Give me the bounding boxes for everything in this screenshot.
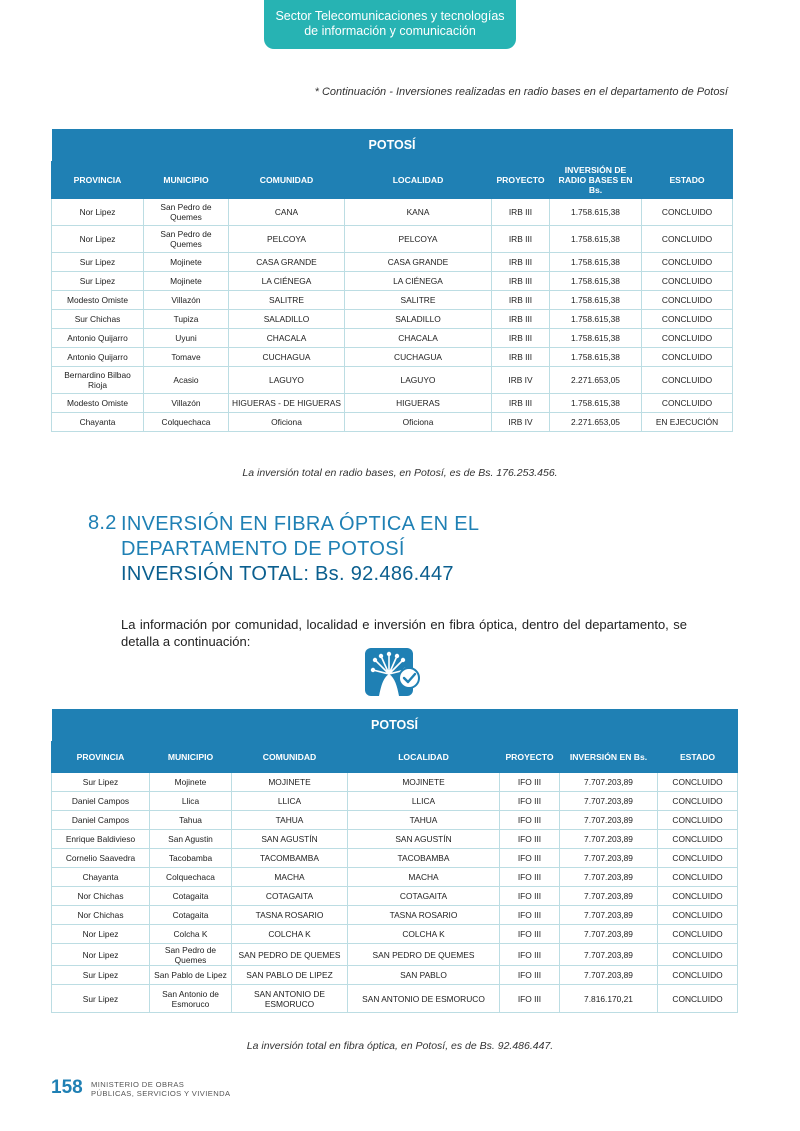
cell-proyecto: IRB III (492, 291, 550, 310)
table-row (52, 985, 738, 1013)
cell-localidad: CUCHAGUA (345, 348, 492, 367)
cell-provincia: Sur Chichas (52, 310, 144, 329)
table-row (52, 394, 733, 413)
cell-proyecto: IRB III (492, 199, 550, 226)
cell-comunidad: SALADILLO (229, 310, 345, 329)
cell-provincia: Nor Lipez (52, 925, 150, 944)
cell-inversion: 7.707.203,89 (560, 849, 658, 868)
footer-org-line1: MINISTERIO DE OBRAS (91, 1080, 185, 1089)
section-header-line1: Sector Telecomunicaciones y tecnologías (275, 9, 505, 23)
table1-header-estado: ESTADO (642, 162, 733, 199)
cell-provincia: Nor Chichas (52, 887, 150, 906)
cell-provincia: Modesto Omiste (52, 291, 144, 310)
cell-provincia: Sur Lipez (52, 966, 150, 985)
cell-municipio: Mojinete (144, 253, 229, 272)
cell-comunidad: SAN PABLO DE LIPEZ (232, 966, 348, 985)
cell-comunidad: TACOMBAMBA (232, 849, 348, 868)
table-row (52, 773, 738, 792)
table-row (52, 792, 738, 811)
cell-estado: CONCLUIDO (658, 925, 738, 944)
cell-localidad: TAHUA (348, 811, 500, 830)
cell-localidad: SALADILLO (345, 310, 492, 329)
cell-proyecto: IRB III (492, 310, 550, 329)
cell-inversion: 1.758.615,38 (550, 272, 642, 291)
cell-municipio: Colcha K (150, 925, 232, 944)
table2-header-inversion: INVERSIÓN EN Bs. (560, 742, 658, 773)
table-row (52, 944, 738, 966)
table1-header-provincia: PROVINCIA (52, 162, 144, 199)
table-row (52, 367, 733, 394)
cell-inversion: 1.758.615,38 (550, 199, 642, 226)
cell-provincia: Chayanta (52, 868, 150, 887)
table-row (52, 253, 733, 272)
table1-header-proyecto: PROYECTO (492, 162, 550, 199)
table2-header-municipio: MUNICIPIO (150, 742, 232, 773)
table1-header-comunidad: COMUNIDAD (229, 162, 345, 199)
cell-proyecto: IRB III (492, 348, 550, 367)
section-intro-text: La información por comunidad, localidad e inversión en fibra óptica, dentro del departamento, se detalla a continuación: (121, 617, 687, 649)
cell-estado: CONCLUIDO (642, 291, 733, 310)
cell-localidad: PELCOYA (345, 226, 492, 253)
cell-proyecto: IRB III (492, 394, 550, 413)
cell-localidad: CHACALA (345, 329, 492, 348)
cell-proyecto: IFO III (500, 792, 560, 811)
cell-proyecto: IRB IV (492, 367, 550, 394)
cell-inversion: 1.758.615,38 (550, 348, 642, 367)
table2-header-comunidad: COMUNIDAD (232, 742, 348, 773)
cell-municipio: Mojinete (144, 272, 229, 291)
cell-proyecto: IFO III (500, 830, 560, 849)
cell-localidad: LAGUYO (345, 367, 492, 394)
cell-estado: CONCLUIDO (658, 811, 738, 830)
cell-proyecto: IRB III (492, 272, 550, 291)
cell-localidad: HIGUERAS (345, 394, 492, 413)
table2-body (52, 773, 738, 1013)
cell-inversion: 7.707.203,89 (560, 830, 658, 849)
cell-inversion: 1.758.615,38 (550, 329, 642, 348)
cell-municipio: San Pedro de Quemes (150, 944, 232, 966)
cell-proyecto: IFO III (500, 868, 560, 887)
cell-inversion: 7.816.170,21 (560, 985, 658, 1013)
cell-localidad: COTAGAITA (348, 887, 500, 906)
table-row (52, 906, 738, 925)
cell-localidad: MOJINETE (348, 773, 500, 792)
table-row (52, 272, 733, 291)
table-row (52, 310, 733, 329)
cell-municipio: Uyuni (144, 329, 229, 348)
cell-municipio: San Pedro de Quemes (144, 199, 229, 226)
table2-header-proyecto: PROYECTO (500, 742, 560, 773)
cell-comunidad: SAN AGUSTÍN (232, 830, 348, 849)
page-number: 158 (51, 1077, 83, 1098)
cell-proyecto: IFO III (500, 849, 560, 868)
section-title-line1: INVERSIÓN EN FIBRA ÓPTICA EN EL (121, 513, 480, 535)
section-header-line2: de información y comunicación (304, 24, 476, 38)
cell-municipio: Mojinete (150, 773, 232, 792)
table-row (52, 413, 733, 432)
cell-localidad: COLCHA K (348, 925, 500, 944)
cell-estado: CONCLUIDO (658, 830, 738, 849)
cell-localidad: LA CIÉNEGA (345, 272, 492, 291)
table-row (52, 830, 738, 849)
table1-header-municipio: MUNICIPIO (144, 162, 229, 199)
cell-localidad: CASA GRANDE (345, 253, 492, 272)
cell-municipio: Cotagaita (150, 887, 232, 906)
cell-municipio: Acasio (144, 367, 229, 394)
cell-inversion: 7.707.203,89 (560, 887, 658, 906)
cell-provincia: Sur Lipez (52, 985, 150, 1013)
cell-inversion: 7.707.203,89 (560, 811, 658, 830)
cell-municipio: Tomave (144, 348, 229, 367)
cell-localidad: KANA (345, 199, 492, 226)
section-title (121, 512, 479, 587)
cell-proyecto: IRB III (492, 226, 550, 253)
cell-provincia: Nor Lipez (52, 226, 144, 253)
cell-inversion: 1.758.615,38 (550, 253, 642, 272)
cell-comunidad: COLCHA K (232, 925, 348, 944)
table-row (52, 868, 738, 887)
cell-comunidad: MACHA (232, 868, 348, 887)
cell-inversion: 1.758.615,38 (550, 291, 642, 310)
cell-inversion: 7.707.203,89 (560, 906, 658, 925)
cell-proyecto: IFO III (500, 811, 560, 830)
table-row (52, 329, 733, 348)
table1-body (52, 199, 733, 432)
footer-org-line2: PÚBLICAS, SERVICIOS Y VIVIENDA (91, 1089, 231, 1098)
table1-title: POTOSÍ (52, 129, 733, 162)
cell-comunidad: MOJINETE (232, 773, 348, 792)
table-row (52, 925, 738, 944)
cell-comunidad: CUCHAGUA (229, 348, 345, 367)
table-row (52, 348, 733, 367)
cell-comunidad: TASNA ROSARIO (232, 906, 348, 925)
cell-provincia: Chayanta (52, 413, 144, 432)
fiber-optic-table (51, 709, 738, 1013)
cell-inversion: 7.707.203,89 (560, 925, 658, 944)
cell-inversion: 2.271.653,05 (550, 413, 642, 432)
cell-estado: CONCLUIDO (658, 868, 738, 887)
cell-estado: CONCLUIDO (642, 310, 733, 329)
cell-inversion: 1.758.615,38 (550, 310, 642, 329)
section-title-line2: DEPARTAMENTO DE POTOSÍ (121, 538, 405, 560)
cell-localidad: MACHA (348, 868, 500, 887)
cell-municipio: Colquechaca (150, 868, 232, 887)
cell-inversion: 7.707.203,89 (560, 868, 658, 887)
cell-municipio: San Pablo de Lipez (150, 966, 232, 985)
table2-header-row (52, 742, 738, 773)
table1-caption: La inversión total en radio bases, en Potosí, es de Bs. 176.253.456. (242, 467, 558, 479)
cell-estado: CONCLUIDO (658, 773, 738, 792)
cell-provincia: Nor Lipez (52, 199, 144, 226)
cell-estado: CONCLUIDO (658, 966, 738, 985)
cell-localidad: SAN PABLO (348, 966, 500, 985)
cell-localidad: TASNA ROSARIO (348, 906, 500, 925)
cell-estado: CONCLUIDO (642, 199, 733, 226)
cell-provincia: Modesto Omiste (52, 394, 144, 413)
cell-comunidad: SAN PEDRO DE QUEMES (232, 944, 348, 966)
cell-localidad: Oficiona (345, 413, 492, 432)
cell-inversion: 7.707.203,89 (560, 773, 658, 792)
cell-provincia: Enrique Baldivieso (52, 830, 150, 849)
cell-estado: CONCLUIDO (642, 394, 733, 413)
section-number: 8.2 (88, 512, 117, 534)
cell-localidad: SAN ANTONIO DE ESMORUCO (348, 985, 500, 1013)
cell-proyecto: IRB IV (492, 413, 550, 432)
cell-comunidad: COTAGAITA (232, 887, 348, 906)
cell-estado: CONCLUIDO (642, 226, 733, 253)
table-row (52, 849, 738, 868)
cell-provincia: Bernardino Bilbao Rioja (52, 367, 144, 394)
cell-inversion: 1.758.615,38 (550, 226, 642, 253)
cell-municipio: San Antonio de Esmoruco (150, 985, 232, 1013)
table1-header-row (52, 162, 733, 199)
cell-municipio: Villazón (144, 394, 229, 413)
cell-provincia: Antonio Quijarro (52, 348, 144, 367)
table2-header-provincia: PROVINCIA (52, 742, 150, 773)
table2-header-estado: ESTADO (658, 742, 738, 773)
cell-proyecto: IFO III (500, 773, 560, 792)
cell-localidad: TACOBAMBA (348, 849, 500, 868)
cell-municipio: Tahua (150, 811, 232, 830)
cell-municipio: Tupiza (144, 310, 229, 329)
cell-comunidad: CASA GRANDE (229, 253, 345, 272)
table-row (52, 966, 738, 985)
cell-municipio: San Agustin (150, 830, 232, 849)
cell-comunidad: LLICA (232, 792, 348, 811)
table1-header-inversion: INVERSIÓN DE RADIO BASES EN Bs. (550, 162, 642, 199)
cell-estado: CONCLUIDO (642, 367, 733, 394)
cell-municipio: Colquechaca (144, 413, 229, 432)
cell-proyecto: IFO III (500, 906, 560, 925)
cell-provincia: Nor Chichas (52, 906, 150, 925)
cell-provincia: Sur Lipez (52, 272, 144, 291)
cell-proyecto: IFO III (500, 944, 560, 966)
table-row (52, 887, 738, 906)
cell-municipio: Cotagaita (150, 906, 232, 925)
cell-provincia: Cornelio Saavedra (52, 849, 150, 868)
cell-provincia: Daniel Campos (52, 792, 150, 811)
table-row (52, 226, 733, 253)
cell-comunidad: CHACALA (229, 329, 345, 348)
cell-provincia: Sur Lipez (52, 773, 150, 792)
cell-comunidad: HIGUERAS - DE HIGUERAS (229, 394, 345, 413)
cell-municipio: San Pedro de Quemes (144, 226, 229, 253)
cell-comunidad: Oficiona (229, 413, 345, 432)
cell-comunidad: SAN ANTONIO DE ESMORUCO (232, 985, 348, 1013)
cell-estado: CONCLUIDO (658, 887, 738, 906)
table-row (52, 199, 733, 226)
cell-proyecto: IFO III (500, 985, 560, 1013)
radio-bases-table (51, 129, 733, 432)
cell-comunidad: LA CIÉNEGA (229, 272, 345, 291)
table-row (52, 291, 733, 310)
cell-comunidad: SALITRE (229, 291, 345, 310)
cell-provincia: Sur Lipez (52, 253, 144, 272)
section-header-tab (264, 0, 516, 49)
cell-estado: CONCLUIDO (658, 985, 738, 1013)
cell-proyecto: IFO III (500, 887, 560, 906)
cell-municipio: Llica (150, 792, 232, 811)
fiber-optic-check-icon (365, 648, 421, 696)
cell-estado: CONCLUIDO (642, 272, 733, 291)
continuation-note: * Continuación - Inversiones realizadas en radio bases en el departamento de Potosí (314, 86, 728, 98)
cell-inversion: 7.707.203,89 (560, 792, 658, 811)
cell-proyecto: IFO III (500, 966, 560, 985)
cell-inversion: 1.758.615,38 (550, 394, 642, 413)
cell-inversion: 7.707.203,89 (560, 944, 658, 966)
cell-localidad: SAN PEDRO DE QUEMES (348, 944, 500, 966)
cell-proyecto: IRB III (492, 253, 550, 272)
cell-comunidad: PELCOYA (229, 226, 345, 253)
cell-estado: CONCLUIDO (642, 253, 733, 272)
cell-municipio: Tacobamba (150, 849, 232, 868)
table2-header-localidad: LOCALIDAD (348, 742, 500, 773)
footer-organization (91, 1080, 230, 1098)
cell-localidad: LLICA (348, 792, 500, 811)
cell-estado: CONCLUIDO (658, 849, 738, 868)
cell-estado: CONCLUIDO (642, 329, 733, 348)
table2-title: POTOSÍ (52, 709, 738, 742)
cell-estado: CONCLUIDO (658, 792, 738, 811)
cell-estado: CONCLUIDO (642, 348, 733, 367)
cell-estado: EN EJECUCIÓN (642, 413, 733, 432)
cell-provincia: Nor Lipez (52, 944, 150, 966)
cell-inversion: 2.271.653,05 (550, 367, 642, 394)
cell-comunidad: CANA (229, 199, 345, 226)
cell-localidad: SAN AGUSTÍN (348, 830, 500, 849)
table1-header-localidad: LOCALIDAD (345, 162, 492, 199)
cell-comunidad: TAHUA (232, 811, 348, 830)
cell-estado: CONCLUIDO (658, 906, 738, 925)
cell-provincia: Daniel Campos (52, 811, 150, 830)
cell-proyecto: IFO III (500, 925, 560, 944)
cell-localidad: SALITRE (345, 291, 492, 310)
table-row (52, 811, 738, 830)
cell-estado: CONCLUIDO (658, 944, 738, 966)
cell-provincia: Antonio Quijarro (52, 329, 144, 348)
section-total-investment: INVERSIÓN TOTAL: Bs. 92.486.447 (121, 563, 454, 585)
cell-municipio: Villazón (144, 291, 229, 310)
cell-comunidad: LAGUYO (229, 367, 345, 394)
table2-caption: La inversión total en fibra óptica, en Potosí, es de Bs. 92.486.447. (246, 1040, 554, 1052)
cell-inversion: 7.707.203,89 (560, 966, 658, 985)
cell-proyecto: IRB III (492, 329, 550, 348)
